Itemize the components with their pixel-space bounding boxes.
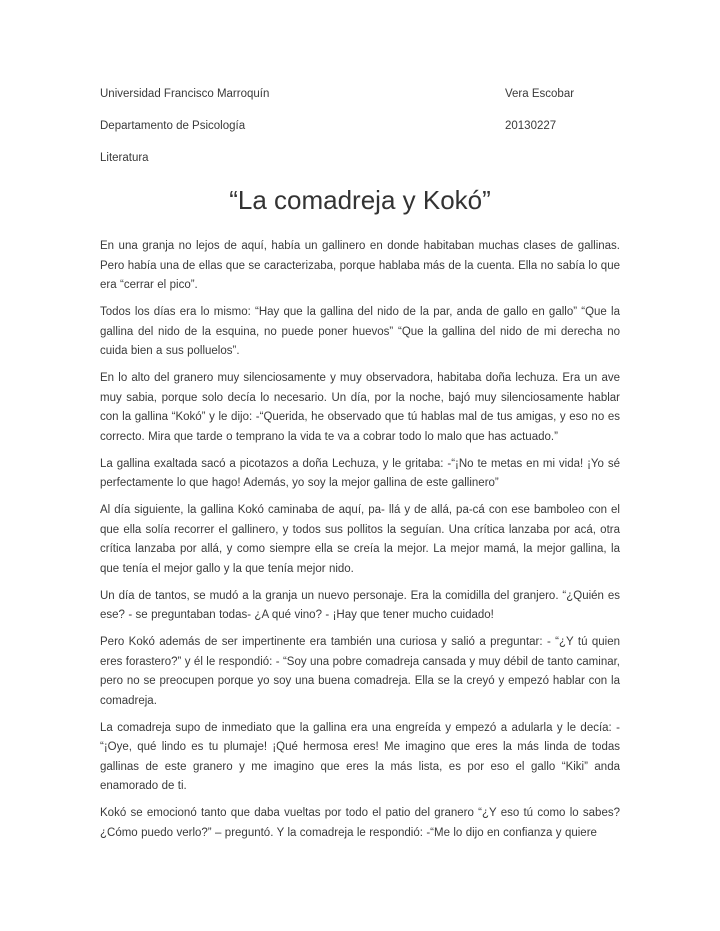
paragraph-1: En una granja no lejos de aquí, había un gallinero en donde habitaban muchas clases de gallinas. Pero había una de ellas que se caracterizaba, porque hablaba más de la cuenta. Ella no sabía lo que era “cerrar el pico”. (100, 240, 620, 291)
header-student-id: 20130227 (505, 120, 557, 132)
paragraph-2: Todos los días era lo mismo: “Hay que la gallina del nido de la par, anda de gallo en gallo” “Que la gallina del nido de la esquina, no puede poner huevos” “Que la gallina del nido de mi derecha no cuida bien a sus polluelos”. (100, 306, 620, 357)
document-title: “La comadreja y Kokó” (229, 185, 491, 215)
header-row-2 (100, 117, 620, 136)
header-row-1 (100, 85, 620, 104)
paragraph-8: La comadreja supo de inmediato que la gallina era una engreída y empezó a adularla y le decía: - “¡Oye, qué lindo es tu plumaje! ¡Qué hermosa eres! Me imagino que eres la más linda de todas gallinas de este granero y me imagino que eres la más lista, es por eso el gallo “Kiki” anda enamorado de ti. (100, 721, 620, 792)
paragraph-3: En lo alto del granero muy silenciosamente y muy observadora, habitaba doña lechuza. Era un ave muy sabia, porque solo decía lo necesario. Un día, por la noche, bajó muy silenciosamente hablar con la gallina “Kokó” y le dijo: -“Querida, he observado que tú hablas mal de tus amigas, y eso no es correcto. Mira que tarde o temprano la vida te va a cobrar todo lo malo que has actuado.” (100, 372, 620, 443)
paragraph-4: La gallina exaltada sacó a picotazos a doña Lechuza, y le gritaba: -“¡No te metas en mi vida! ¡Yo sé perfectamente lo que hago! Además, yo soy la mejor gallina de este gallinero” (100, 457, 620, 489)
header-university: Universidad Francisco Marroquín (100, 88, 270, 100)
paragraph-5: Al día siguiente, la gallina Kokó caminaba de aquí, pa- llá y de allá, pa-cá con ese bamboleo con el que ella solía recorrer el gallinero, y todos sus pollitos la seguían. Una crítica lanzaba por acá, otra crítica lanzaba por allá, y como siempre ella se creía la mejor. La mejor mamá, la mejor gallina, la que tenía el mejor gallo y la que tenía mejor nido. (100, 504, 620, 575)
header-row-3 (100, 149, 620, 168)
document-header (100, 85, 620, 168)
paragraph-9: Kokó se emocionó tanto que daba vueltas por todo el patio del granero “¿Y eso tú como lo sabes? ¿Cómo puedo verlo?” – preguntó. Y la comadreja le respondió: -“Me lo dijo en confianza y quiere (100, 807, 620, 839)
document-body (100, 237, 620, 843)
header-course: Literatura (100, 152, 149, 164)
paragraph-7: Pero Kokó además de ser impertinente era también una curiosa y salió a preguntar: - “¿Y tú quien eres forastero?” y él le respondió: - “Soy una pobre comadreja cansada y muy débil de tanto caminar, pero no se preocupen porque yo soy una buena comadreja. Ella se la creyó y empezó hablar con la comadreja. (100, 636, 620, 707)
header-author: Vera Escobar (505, 88, 575, 100)
header-department: Departamento de Psicología (100, 120, 246, 132)
paragraph-6: Un día de tantos, se mudó a la granja un nuevo personaje. Era la comidilla del granjero. “¿Quién es ese? - se preguntaban todas- ¿A qué vino? - ¡Hay que tener mucho cuidado! (100, 589, 620, 621)
